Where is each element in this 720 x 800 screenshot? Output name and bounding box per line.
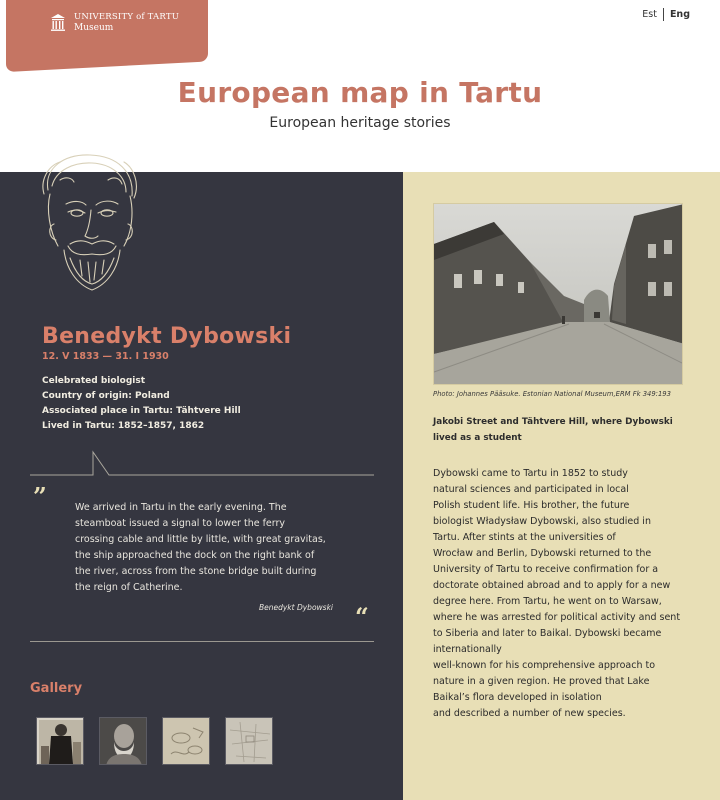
gallery-image-sketch <box>163 718 210 765</box>
quote-line: We arrived in Tartu in the early evening. The <box>75 502 287 513</box>
body-line: where he was arrested for political activity and sent <box>433 612 681 623</box>
body-line: Baikal’s flora developed in isolation <box>433 692 602 703</box>
logo-museum-text: Museum <box>74 23 114 33</box>
section-divider <box>30 641 374 642</box>
body-line: Polish student life. His brother, the future <box>433 500 630 511</box>
portrait-illustration <box>30 150 150 310</box>
quote-author: Benedykt Dybowski <box>258 603 333 612</box>
photo-title <box>433 414 683 446</box>
person-facts <box>42 374 241 434</box>
fact-occupation: Celebrated biologist <box>42 376 145 386</box>
street-photo[interactable] <box>433 203 683 385</box>
quote-line: the reign of Catherine. <box>75 582 183 593</box>
quote-text <box>75 500 345 596</box>
page-subtitle: European heritage stories <box>269 115 451 131</box>
body-line: natural sciences and participated in local <box>433 484 629 495</box>
quote-line: crossing cable and little by little, with great gravitas, <box>75 534 326 545</box>
photo-caption: Photo: Johannes Pääsuke. Estonian National Museum,ERM Fk 349:193 <box>433 390 671 398</box>
photo-title-line: Jakobi Street and Tähtvere Hill, where Dybowski <box>433 417 673 427</box>
timeline-divider <box>30 448 374 478</box>
gallery-thumbnail-4[interactable] <box>225 717 273 765</box>
fact-place: Associated place in Tartu: Tähtvere Hill <box>42 406 241 416</box>
body-line: and described a number of new species. <box>433 708 626 719</box>
quote-line: steamboat issued a signal to lower the ferry <box>75 518 286 529</box>
fact-years: Lived in Tartu: 1852–1857, 1862 <box>42 421 205 431</box>
body-line: doctorate obtained abroad and to apply for a new <box>433 580 671 591</box>
quote-close-icon: “ <box>355 602 369 631</box>
body-line: University of Tartu to receive confirmation for a <box>433 564 659 575</box>
university-building-icon <box>50 13 66 33</box>
body-line: degree here. From Tartu, he went on to Warsaw, <box>433 596 662 607</box>
language-switcher <box>642 8 690 21</box>
gallery-image-standing-man <box>37 718 84 765</box>
body-line: internationally <box>433 644 502 655</box>
quote-line: the river, across from the stone bridge built during <box>75 566 317 577</box>
photo-title-line: lived as a student <box>433 433 522 443</box>
body-line: well-known for his comprehensive approach to <box>433 660 656 671</box>
lang-est-link[interactable]: Est <box>642 9 657 20</box>
gallery-heading: Gallery <box>30 681 83 696</box>
person-name: Benedykt Dybowski <box>42 324 292 349</box>
gallery-thumbnail-1[interactable] <box>36 717 84 765</box>
body-line: nature in a given region. He proved that Lake <box>433 676 650 687</box>
university-logo[interactable] <box>50 12 179 34</box>
logo-tab-background <box>6 0 208 72</box>
gallery-thumbnail-2[interactable] <box>99 717 147 765</box>
body-line: Dybowski came to Tartu in 1852 to study <box>433 468 628 479</box>
logo-university-text: UNIVERSITY of TARTU <box>74 12 180 22</box>
quote-line: the ship approached the dock on the right bank of <box>75 550 315 561</box>
gallery-image-portrait <box>100 718 147 765</box>
quote-open-icon: ” <box>33 482 47 511</box>
fact-country: Country of origin: Poland <box>42 391 170 401</box>
street-photo-image <box>434 204 683 385</box>
gallery-thumbnail-3[interactable] <box>162 717 210 765</box>
article-body <box>433 466 698 722</box>
gallery-image-map <box>226 718 273 765</box>
page-title: European map in Tartu <box>177 76 543 109</box>
lang-eng-link[interactable]: Eng <box>669 9 690 20</box>
lang-divider <box>663 8 664 21</box>
body-line: Tartu. After stints at the universities of <box>433 532 616 543</box>
body-line: to Siberia and later to Baikal. Dybowski became <box>433 628 662 639</box>
body-line: Wrocław and Berlin, Dybowski returned to the <box>433 548 652 559</box>
body-line: biologist Władysław Dybowski, also studied in <box>433 516 651 527</box>
person-dates: 12. V 1833 — 31. I 1930 <box>42 351 169 362</box>
